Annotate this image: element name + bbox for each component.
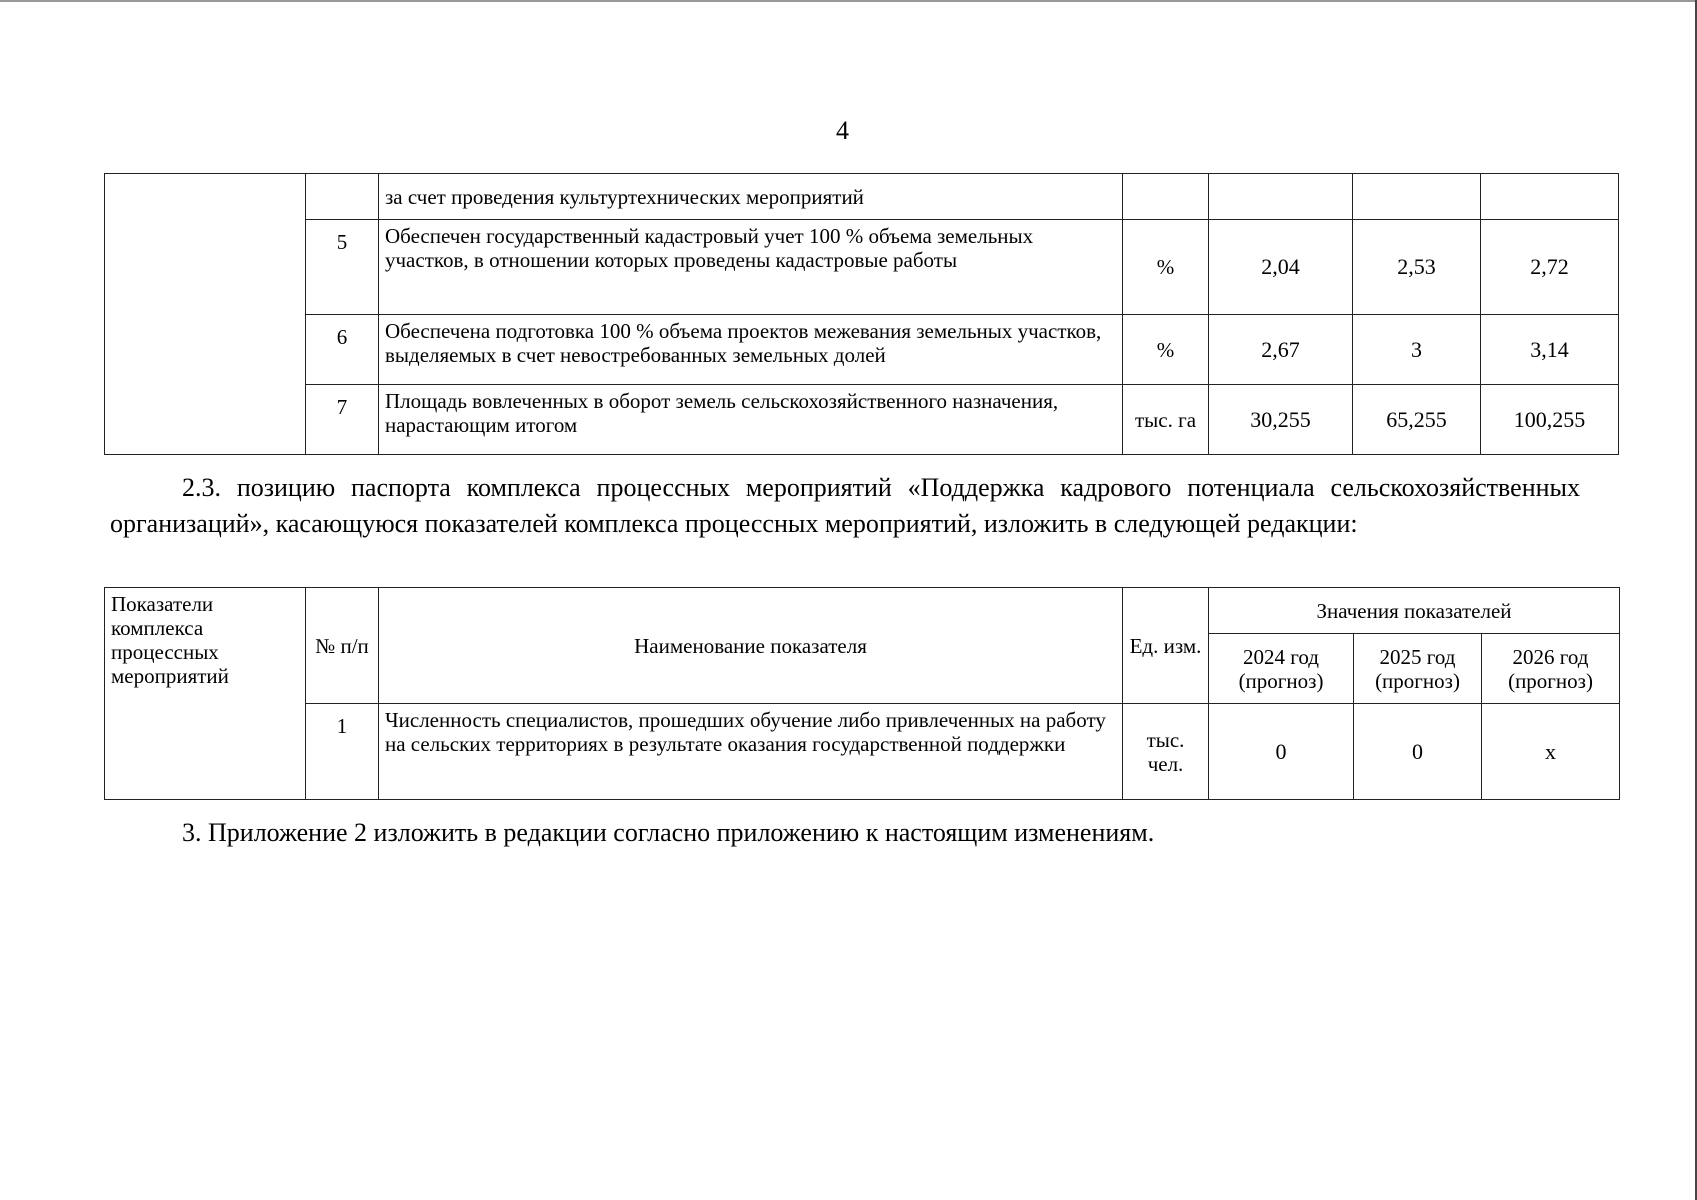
indicators-table-new-edition [104, 587, 1620, 800]
value-2025: 3 [1353, 315, 1481, 385]
row-number [306, 174, 379, 220]
page-number: 4 [836, 116, 849, 145]
indicator-name: Площадь вовлеченных в оборот земель сельскохозяйственного назначения, нарастающим итогом [379, 385, 1123, 455]
value-2025: 2,53 [1353, 220, 1481, 315]
amendment-paragraph-2-3: 2.3. позицию паспорта комплекса процессных мероприятий «Поддержка кадрового потенциала сельскохозяйственных организаций», касающуюся показателей комплекса процессных мероприятий, изложить в следующей редакции: [110, 473, 1580, 538]
row-number: 7 [306, 385, 379, 455]
table-row [105, 704, 1620, 800]
indicators-group-cell [105, 174, 306, 455]
value-2026: 3,14 [1481, 315, 1619, 385]
indicator-name: за счет проведения культуртехнических мероприятий [379, 174, 1123, 220]
value-2024: 30,255 [1209, 385, 1353, 455]
table-row [105, 315, 1619, 385]
row-number: 5 [306, 220, 379, 315]
indicators-header: Показатели комплекса процессных мероприятий [105, 588, 306, 800]
indicator-name: Обеспечен государственный кадастровый учет 100 % объема земельных участков, в отношении которых проведены кадастровые работы [379, 220, 1123, 315]
value-2024: 0 [1209, 704, 1354, 800]
year-2026-header: 2026 год (прогноз) [1482, 634, 1620, 704]
values-group-header: Значения показателей [1209, 588, 1620, 634]
number-header: № п/п [306, 588, 379, 704]
indicator-name: Численность специалистов, прошедших обучение либо привлеченных на работу на сельских территориях в результате оказания государственной поддержки [379, 704, 1123, 800]
row-number: 1 [306, 704, 379, 800]
unit-cell: % [1123, 220, 1209, 315]
value-2025: 0 [1354, 704, 1482, 800]
value-2025 [1353, 174, 1481, 220]
value-2024: 2,67 [1209, 315, 1353, 385]
unit-header: Ед. изм. [1123, 588, 1209, 704]
unit-cell [1123, 174, 1209, 220]
value-2026 [1481, 174, 1619, 220]
value-2024: 2,04 [1209, 220, 1353, 315]
unit-cell: % [1123, 315, 1209, 385]
amendment-paragraph-3: 3. Приложение 2 изложить в редакции согласно приложению к настоящим изменениям. [182, 818, 1155, 847]
table-row [105, 220, 1619, 315]
value-2026: x [1482, 704, 1620, 800]
indicator-name: Обеспечена подготовка 100 % объема проектов межевания земельных участков, выделяемых в счет невостребованных земельных долей [379, 315, 1123, 385]
year-2024-header: 2024 год (прогноз) [1209, 634, 1354, 704]
name-header: Наименование показателя [379, 588, 1123, 704]
scan-edge-top [0, 0, 1697, 2]
value-2025: 65,255 [1353, 385, 1481, 455]
table-row [105, 385, 1619, 455]
row-number: 6 [306, 315, 379, 385]
unit-cell: тыс. га [1123, 385, 1209, 455]
value-2024 [1209, 174, 1353, 220]
unit-cell: тыс. чел. [1123, 704, 1209, 800]
year-2025-header: 2025 год (прогноз) [1354, 634, 1482, 704]
table-row [105, 174, 1619, 220]
indicators-table-continued [104, 173, 1619, 455]
value-2026: 2,72 [1481, 220, 1619, 315]
header-row [105, 588, 1620, 634]
value-2026: 100,255 [1481, 385, 1619, 455]
